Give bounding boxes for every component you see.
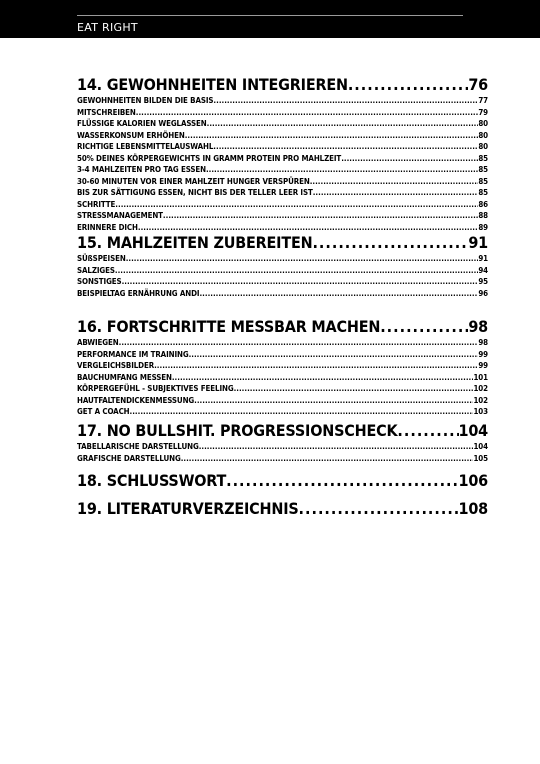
toc-leader-dots [234,383,474,395]
toc-section-title: 17. NO BULLSHIT. PROGRESSIONSCHECK [77,421,398,440]
toc-entry-title: ABWIEGEN [77,338,119,347]
toc-entry[interactable] [77,360,488,372]
toc-entry-title: SCHRITTE [77,199,116,209]
toc-entry-page: 102 [473,395,488,405]
toc-entry-title: 30-60 MINUTEN VOR EINER MAHLZEIT HUNGER VERSPÜREN [77,176,310,186]
toc-entry-title: VERGLEICHSBILDER [77,361,155,370]
toc-section-page: 76 [468,75,488,94]
toc-section [77,420,488,464]
toc-entry-page: 91 [478,254,488,263]
toc-entry-page: 104 [473,442,488,451]
toc-leader-dots [213,141,478,153]
toc-leader-dots [154,360,478,372]
toc-leader-dots [126,253,479,265]
toc-entry-title: KÖRPERGEFÜHL - SUBJEKTIVES FEELING [77,384,234,393]
toc-leader-dots [199,441,474,453]
toc-section [77,316,488,418]
toc-entry-title: SONSTIGES [77,277,122,286]
toc-entry-title: BIS ZUR SÄTTIGUNG ESSEN, NICHT BIS DER TELLER LEER IST [77,188,313,197]
toc-entry[interactable] [77,95,488,107]
toc-entry[interactable] [77,349,488,361]
toc-entry-title: WASSERKONSUM ERHÖHEN [77,130,185,140]
toc-leader-dots [189,349,479,361]
toc-section-title: 19. LITERATURVERZEICHNIS [77,499,299,518]
toc-leader-dots [181,453,474,465]
header-rule [77,15,463,16]
toc-leader-dots [299,498,459,519]
toc-leader-dots [213,95,478,107]
toc-entry[interactable] [77,107,488,119]
toc-entry[interactable] [77,441,488,453]
toc-entry[interactable] [77,372,488,384]
toc-entry-page: 85 [478,153,488,163]
toc-leader-dots [341,153,478,165]
toc-entry-page: 80 [478,130,488,140]
toc-entry[interactable] [77,153,488,165]
toc-entry-page: 85 [478,176,488,186]
toc-section [77,470,488,491]
toc-entry[interactable] [77,337,488,349]
toc-entry[interactable] [77,265,488,277]
toc-section-title: 14. GEWOHNHEITEN INTEGRIEREN [77,75,348,94]
toc-entry[interactable] [77,199,488,211]
toc-leader-dots [115,199,478,211]
toc-entry-title: BEISPIELTAG ERNÄHRUNG ANDI [77,288,200,298]
toc-entry-page: 86 [478,199,488,209]
toc-entry[interactable] [77,210,488,222]
toc-leader-dots [115,265,478,277]
toc-entry-page: 99 [478,361,488,370]
toc-entry-page: 101 [473,372,488,382]
toc-entry[interactable] [77,176,488,188]
toc-entry-title: ERINNERE DICH [77,222,138,232]
toc-entry-page: 94 [478,265,488,275]
toc-entry-page: 80 [478,142,488,151]
toc-leader-dots [397,420,458,441]
toc-entry-page: 89 [478,222,488,232]
toc-entry[interactable] [77,118,488,130]
toc-entry-page: 77 [478,96,488,105]
toc-entry-title: SALZIGES [77,265,115,275]
toc-entry-page: 88 [478,211,488,220]
toc-section-title: 18. SCHLUSSWORT [77,471,227,490]
toc-section-heading[interactable] [77,316,488,337]
toc-entry-page: 98 [478,338,488,347]
toc-entry-title: TABELLARISCHE DARSTELLUNG [77,442,199,451]
header-title: EAT RIGHT [77,21,138,34]
toc-entry-page: 80 [478,119,488,128]
toc-leader-dots [172,372,474,384]
toc-entry-page: 85 [478,188,488,197]
toc-section-page: 104 [458,421,488,440]
toc-section-page: 98 [468,317,488,336]
toc-entry-title: GRAFISCHE DARSTELLUNG [77,453,181,463]
toc-section-heading[interactable] [77,498,488,519]
toc-entry[interactable] [77,130,488,142]
toc-entry-title: SÜßSPEISEN [77,254,126,263]
toc-section-page: 108 [458,499,488,518]
toc-entry[interactable] [77,253,488,265]
toc-section [77,232,488,299]
toc-entry-title: BAUCHUMFANG MESSEN [77,372,172,382]
toc-section-title: 15. MAHLZEITEN ZUBEREITEN [77,233,313,252]
toc-section-heading[interactable] [77,232,488,253]
toc-section-heading[interactable] [77,420,488,441]
toc-leader-dots [122,276,479,288]
toc-leader-dots [380,316,468,337]
page-header [0,0,540,38]
toc-entry-title: STRESSMANAGEMENT [77,211,163,220]
toc-leader-dots [206,164,478,176]
toc-entry-page: 99 [478,349,488,359]
toc-leader-dots [207,118,479,130]
toc-entry-title: PERFORMANCE IM TRAINING [77,349,189,359]
toc-entry-page: 103 [473,407,488,416]
toc-entry-page: 95 [478,277,488,286]
toc-entry-title: MITSCHREIBEN [77,107,136,117]
toc-entry[interactable] [77,141,488,153]
toc-leader-dots [185,130,479,142]
toc-entry[interactable] [77,276,488,288]
toc-entry-page: 85 [478,165,488,174]
toc-leader-dots [226,470,458,491]
toc-leader-dots [348,74,469,95]
toc-entry[interactable] [77,187,488,199]
toc-entry-title: GET A COACH [77,407,130,416]
toc-entry-title: RICHTIGE LEBENSMITTELAUSWAHL [77,142,214,151]
toc-leader-dots [130,406,474,418]
toc-leader-dots [119,337,479,349]
toc-entry-page: 96 [478,288,488,298]
toc-entry[interactable] [77,164,488,176]
toc-entry[interactable] [77,406,488,418]
toc-entry[interactable] [77,453,488,465]
toc-section-heading[interactable] [77,74,488,95]
toc-entry-page: 105 [473,453,488,463]
toc-leader-dots [313,187,479,199]
toc-leader-dots [194,395,473,407]
toc-entry-title: GEWOHNHEITEN BILDEN DIE BASIS [77,96,214,105]
toc-section-title: 16. FORTSCHRITTE MESSBAR MACHEN [77,317,381,336]
toc-leader-dots [199,288,478,300]
toc-entry[interactable] [77,288,488,300]
toc-entry-title: FLÜSSIGE KALORIEN WEGLASSEN [77,119,207,128]
toc-section-heading[interactable] [77,470,488,491]
toc-entry-title: HAUTFALTENDICKENMESSUNG [77,395,195,405]
toc-entry-page: 79 [478,107,488,117]
toc-leader-dots [163,210,478,222]
toc-entry-page: 102 [473,384,488,393]
toc-leader-dots [310,176,479,188]
toc-section-page: 91 [468,233,488,252]
toc-section-page: 106 [458,471,488,490]
toc-section [77,498,488,519]
toc-leader-dots [136,107,479,119]
toc-entry-title: 3-4 MAHLZEITEN PRO TAG ESSEN [77,165,206,174]
toc-entry[interactable] [77,383,488,395]
toc-leader-dots [312,232,468,253]
toc-entry[interactable] [77,395,488,407]
toc-entry-title: 50% DEINES KÖRPERGEWICHTS IN GRAMM PROTEIN PRO MAHLZEIT [77,153,342,163]
toc-section [77,74,488,233]
